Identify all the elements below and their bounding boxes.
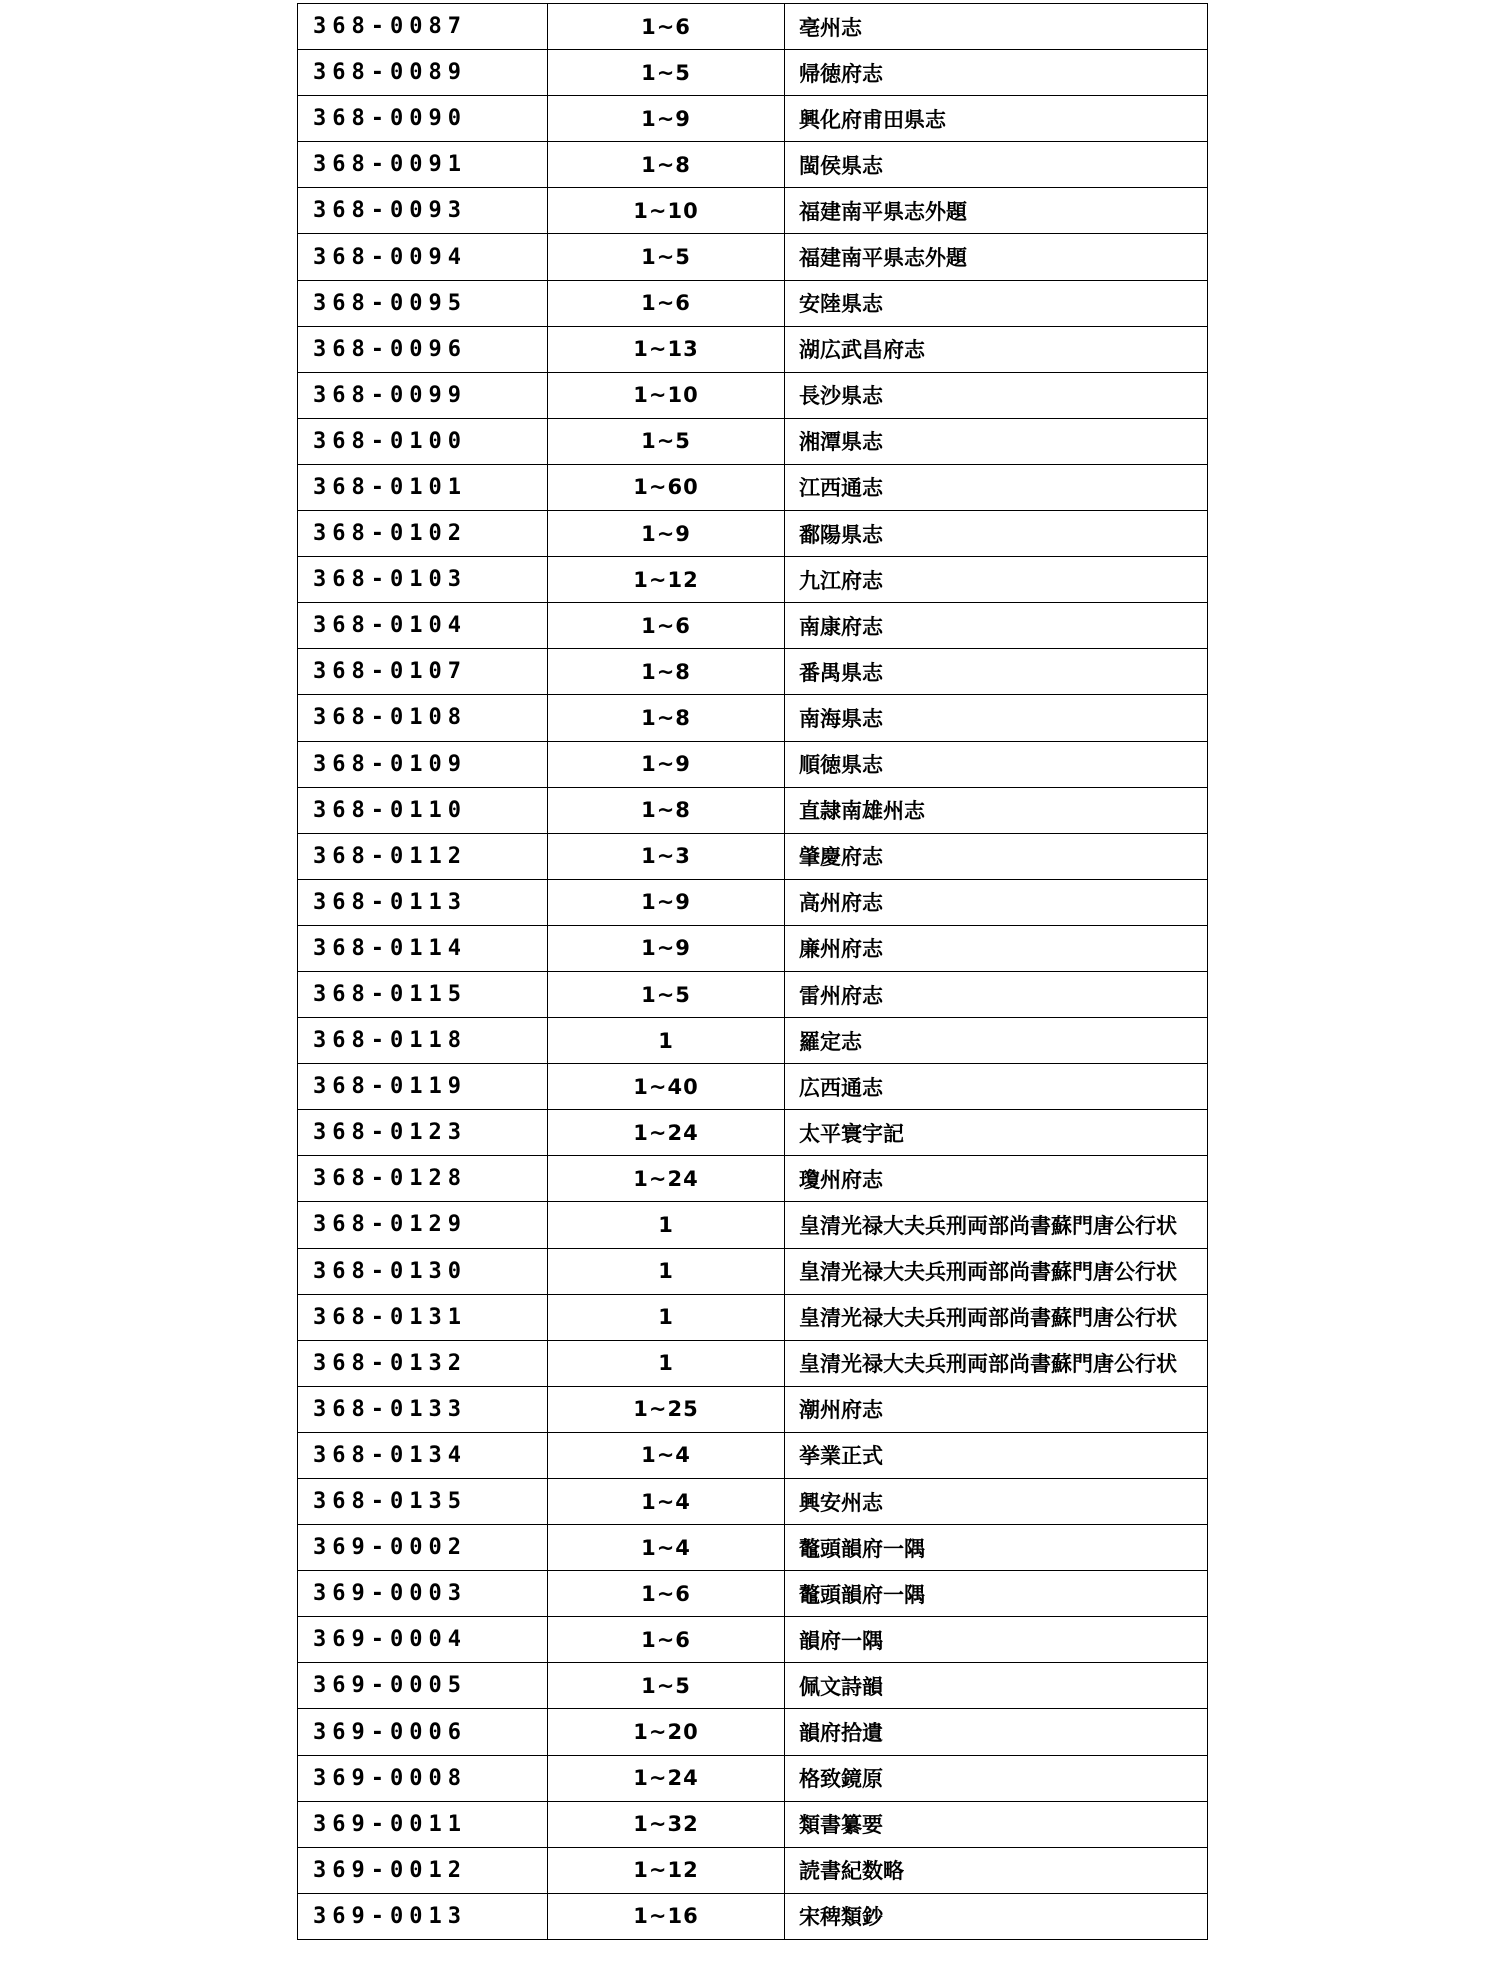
title-cell: 宋稗類鈔 [785,1893,1208,1939]
table-row [298,1064,1208,1110]
call-number-cell: 368-0099 [298,372,548,418]
title-cell: 挙業正式 [785,1432,1208,1478]
title-cell: 南海県志 [785,695,1208,741]
volumes-cell: 1 [548,1018,785,1064]
volumes-cell: 1~32 [548,1801,785,1847]
volumes-cell: 1~9 [548,96,785,142]
table-row [298,971,1208,1017]
volumes-cell: 1~3 [548,833,785,879]
title-cell: 長沙県志 [785,372,1208,418]
table-row [298,1294,1208,1340]
call-number-cell: 368-0109 [298,741,548,787]
table-row [298,1432,1208,1478]
volumes-cell: 1~8 [548,142,785,188]
volumes-cell: 1~9 [548,511,785,557]
table-row [298,1110,1208,1156]
volumes-cell: 1~5 [548,50,785,96]
title-cell: 韻府一隅 [785,1617,1208,1663]
call-number-cell: 368-0107 [298,649,548,695]
call-number-cell: 369-0011 [298,1801,548,1847]
call-number-cell: 368-0095 [298,280,548,326]
title-cell: 広西通志 [785,1064,1208,1110]
volumes-cell: 1~5 [548,418,785,464]
call-number-cell: 368-0110 [298,787,548,833]
title-cell: 高州府志 [785,879,1208,925]
title-cell: 番禺県志 [785,649,1208,695]
table-row [298,1340,1208,1386]
call-number-cell: 368-0091 [298,142,548,188]
title-cell: 格致鏡原 [785,1755,1208,1801]
title-cell: 廉州府志 [785,925,1208,971]
table-row [298,1156,1208,1202]
title-cell: 閩侯県志 [785,142,1208,188]
title-cell: 皇清光禄大夫兵刑両部尚書蘇門唐公行状 [785,1294,1208,1340]
volumes-cell: 1~9 [548,925,785,971]
table-row [298,464,1208,510]
call-number-cell: 368-0090 [298,96,548,142]
volumes-cell: 1~10 [548,372,785,418]
call-number-cell: 368-0101 [298,464,548,510]
volumes-cell: 1~13 [548,326,785,372]
volumes-cell: 1~6 [548,603,785,649]
table-row [298,1893,1208,1939]
call-number-cell: 369-0012 [298,1847,548,1893]
call-number-cell: 368-0130 [298,1248,548,1294]
table-row [298,1847,1208,1893]
table-row [298,234,1208,280]
volumes-cell: 1~20 [548,1709,785,1755]
table-row [298,1755,1208,1801]
volumes-cell: 1~12 [548,1847,785,1893]
table-row [298,695,1208,741]
call-number-cell: 368-0132 [298,1340,548,1386]
call-number-cell: 368-0118 [298,1018,548,1064]
volumes-cell: 1~4 [548,1479,785,1525]
call-number-cell: 369-0002 [298,1525,548,1571]
call-number-cell: 369-0013 [298,1893,548,1939]
call-number-cell: 368-0094 [298,234,548,280]
title-cell: 太平寰宇記 [785,1110,1208,1156]
call-number-cell: 368-0089 [298,50,548,96]
call-number-cell: 368-0108 [298,695,548,741]
volumes-cell: 1~4 [548,1432,785,1478]
table-row [298,511,1208,557]
title-cell: 韻府拾遺 [785,1709,1208,1755]
volumes-cell: 1~4 [548,1525,785,1571]
table-row [298,1248,1208,1294]
call-number-cell: 368-0131 [298,1294,548,1340]
title-cell: 福建南平県志外題 [785,188,1208,234]
table-row [298,418,1208,464]
title-cell: 読書紀数略 [785,1847,1208,1893]
title-cell: 興安州志 [785,1479,1208,1525]
call-number-cell: 368-0129 [298,1202,548,1248]
call-number-cell: 368-0114 [298,925,548,971]
call-number-cell: 368-0133 [298,1386,548,1432]
table-row [298,1018,1208,1064]
title-cell: 鼇頭韻府一隅 [785,1525,1208,1571]
volumes-cell: 1~6 [548,4,785,50]
volumes-cell: 1~9 [548,879,785,925]
table-row [298,188,1208,234]
table-row [298,879,1208,925]
call-number-cell: 368-0103 [298,557,548,603]
volumes-cell: 1~40 [548,1064,785,1110]
volumes-cell: 1~10 [548,188,785,234]
title-cell: 湘潭県志 [785,418,1208,464]
title-cell: 帰徳府志 [785,50,1208,96]
volumes-cell: 1~25 [548,1386,785,1432]
volumes-cell: 1~24 [548,1110,785,1156]
volumes-cell: 1~6 [548,1617,785,1663]
table-row [298,1202,1208,1248]
call-number-cell: 368-0087 [298,4,548,50]
volumes-cell: 1~6 [548,1571,785,1617]
table-row [298,142,1208,188]
table-row [298,557,1208,603]
volumes-cell: 1~12 [548,557,785,603]
title-cell: 類書纂要 [785,1801,1208,1847]
title-cell: 興化府甫田県志 [785,96,1208,142]
title-cell: 湖広武昌府志 [785,326,1208,372]
title-cell: 雷州府志 [785,971,1208,1017]
call-number-cell: 368-0112 [298,833,548,879]
table-row [298,925,1208,971]
call-number-cell: 368-0102 [298,511,548,557]
call-number-cell: 368-0135 [298,1479,548,1525]
title-cell: 潮州府志 [785,1386,1208,1432]
table-row [298,372,1208,418]
volumes-cell: 1 [548,1294,785,1340]
title-cell: 肇慶府志 [785,833,1208,879]
table-row [298,1386,1208,1432]
table-row [298,1709,1208,1755]
call-number-cell: 368-0104 [298,603,548,649]
volumes-cell: 1~24 [548,1755,785,1801]
volumes-cell: 1~8 [548,695,785,741]
title-cell: 皇清光禄大夫兵刑両部尚書蘇門唐公行状 [785,1202,1208,1248]
table-row [298,50,1208,96]
title-cell: 江西通志 [785,464,1208,510]
table-row [298,649,1208,695]
table-row [298,1801,1208,1847]
call-number-cell: 368-0093 [298,188,548,234]
volumes-cell: 1 [548,1248,785,1294]
title-cell: 佩文詩韻 [785,1663,1208,1709]
call-number-cell: 368-0134 [298,1432,548,1478]
call-number-cell: 368-0128 [298,1156,548,1202]
volumes-cell: 1~8 [548,787,785,833]
table-row [298,833,1208,879]
volumes-cell: 1 [548,1202,785,1248]
catalog-table [297,3,1208,1940]
table-row [298,280,1208,326]
table-row [298,741,1208,787]
volumes-cell: 1~5 [548,971,785,1017]
volumes-cell: 1~9 [548,741,785,787]
title-cell: 南康府志 [785,603,1208,649]
volumes-cell: 1~5 [548,234,785,280]
title-cell: 福建南平県志外題 [785,234,1208,280]
title-cell: 九江府志 [785,557,1208,603]
call-number-cell: 368-0115 [298,971,548,1017]
call-number-cell: 368-0100 [298,418,548,464]
title-cell: 鄱陽県志 [785,511,1208,557]
call-number-cell: 368-0096 [298,326,548,372]
volumes-cell: 1~24 [548,1156,785,1202]
volumes-cell: 1~8 [548,649,785,695]
table-row [298,1617,1208,1663]
call-number-cell: 369-0003 [298,1571,548,1617]
table-row [298,96,1208,142]
table-row [298,1663,1208,1709]
table-row [298,1571,1208,1617]
table-row [298,1479,1208,1525]
title-cell: 安陸県志 [785,280,1208,326]
table-row [298,4,1208,50]
volumes-cell: 1~16 [548,1893,785,1939]
title-cell: 順徳県志 [785,741,1208,787]
call-number-cell: 369-0004 [298,1617,548,1663]
call-number-cell: 369-0008 [298,1755,548,1801]
catalog-body [298,4,1208,1940]
title-cell: 鼇頭韻府一隅 [785,1571,1208,1617]
volumes-cell: 1 [548,1340,785,1386]
call-number-cell: 369-0006 [298,1709,548,1755]
volumes-cell: 1~6 [548,280,785,326]
title-cell: 皇清光禄大夫兵刑両部尚書蘇門唐公行状 [785,1248,1208,1294]
title-cell: 皇清光禄大夫兵刑両部尚書蘇門唐公行状 [785,1340,1208,1386]
table-row [298,326,1208,372]
title-cell: 亳州志 [785,4,1208,50]
title-cell: 瓊州府志 [785,1156,1208,1202]
call-number-cell: 368-0119 [298,1064,548,1110]
table-row [298,1525,1208,1571]
table-row [298,603,1208,649]
volumes-cell: 1~5 [548,1663,785,1709]
call-number-cell: 369-0005 [298,1663,548,1709]
title-cell: 直隷南雄州志 [785,787,1208,833]
title-cell: 羅定志 [785,1018,1208,1064]
call-number-cell: 368-0113 [298,879,548,925]
volumes-cell: 1~60 [548,464,785,510]
table-row [298,787,1208,833]
call-number-cell: 368-0123 [298,1110,548,1156]
